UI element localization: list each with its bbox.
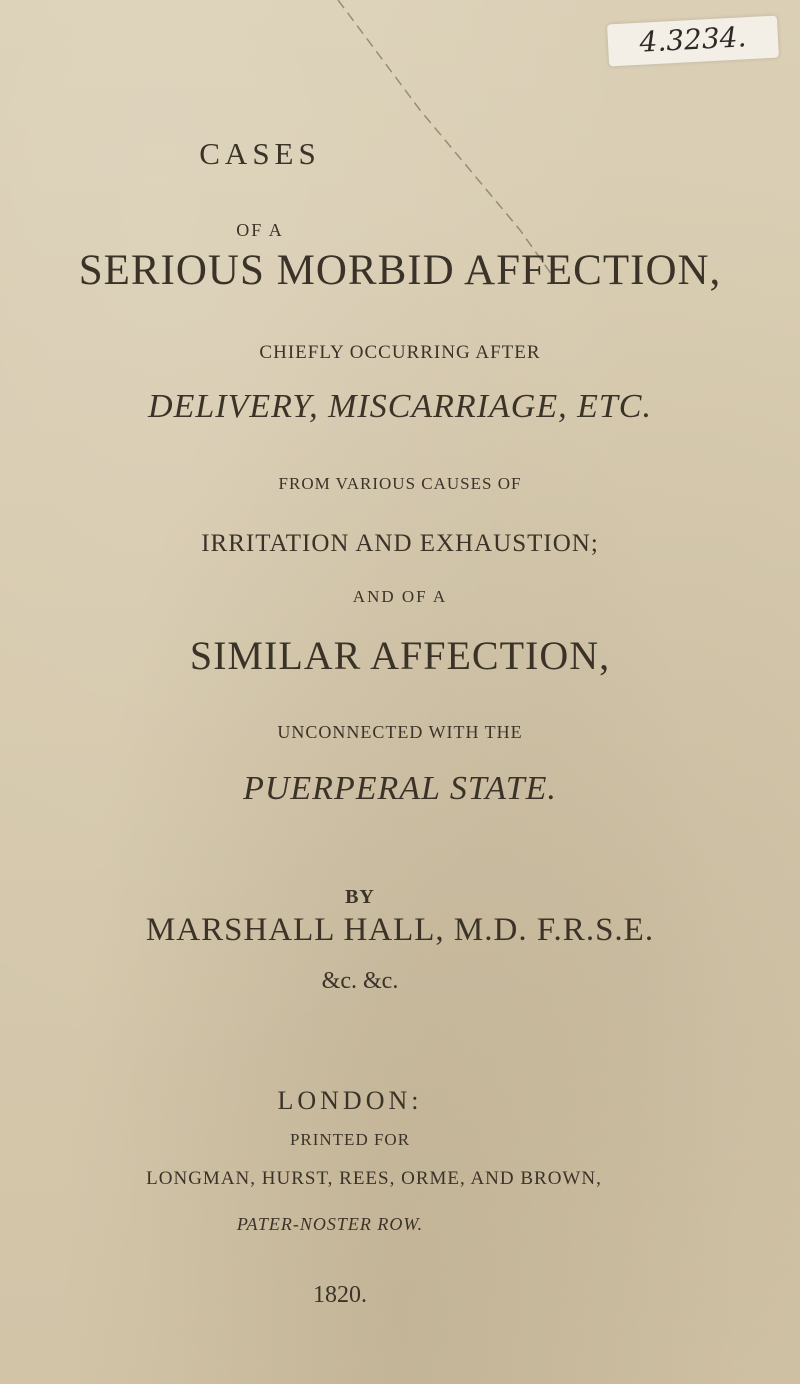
- title-cases: CASES: [199, 136, 321, 171]
- title-chiefly-occurring: CHIEFLY OCCURRING AFTER: [259, 342, 541, 363]
- title-from-various-causes: FROM VARIOUS CAUSES OF: [278, 474, 522, 493]
- imprint-address: PATER-NOSTER ROW.: [236, 1214, 424, 1234]
- title-irritation-exhaustion: IRRITATION AND EXHAUSTION;: [201, 530, 599, 557]
- title-unconnected: UNCONNECTED WITH THE: [277, 722, 523, 742]
- title-puerperal-state: PUERPERAL STATE.: [243, 770, 557, 807]
- author-name: MARSHALL HALL, M.D. F.R.S.E.: [145, 912, 655, 948]
- shelfmark-label: 4.3234.: [607, 16, 779, 67]
- imprint-year: 1820.: [313, 1282, 367, 1308]
- title-of-a: OF A: [236, 220, 284, 240]
- title-similar-affection: SIMILAR AFFECTION,: [189, 633, 611, 678]
- author-etc: &c. &c.: [321, 968, 399, 994]
- title-serious-morbid-affection: SERIOUS MORBID AFFECTION,: [78, 247, 722, 294]
- title-delivery: DELIVERY, MISCARRIAGE, ETC.: [148, 388, 652, 425]
- imprint-publishers: LONGMAN, HURST, REES, ORME, AND BROWN,: [146, 1168, 602, 1189]
- imprint-city: LONDON:: [277, 1086, 423, 1115]
- author-by: BY: [345, 886, 375, 908]
- title-and-of-a: AND OF A: [352, 587, 448, 606]
- imprint-printed-for: PRINTED FOR: [289, 1130, 411, 1149]
